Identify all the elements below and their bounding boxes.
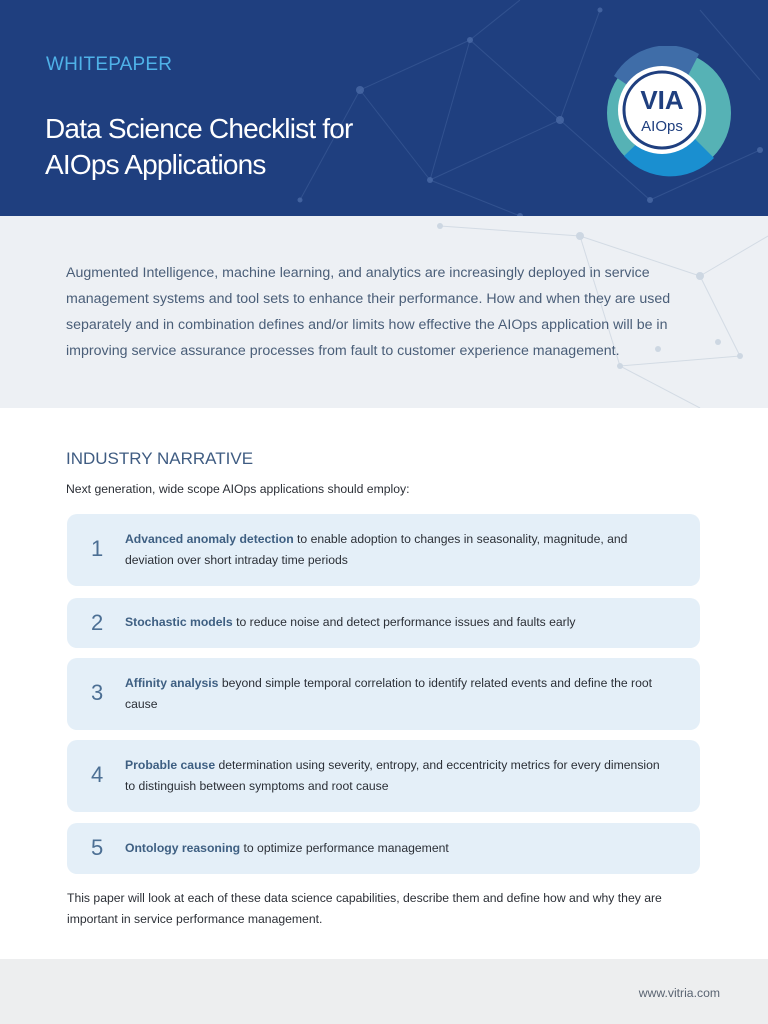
- page-title-line-2: AIOps Applications: [45, 149, 266, 180]
- checklist-item-description: to reduce noise and detect performance issues and faults early: [232, 615, 576, 629]
- footer-website-link[interactable]: www.vitria.com: [638, 986, 720, 1000]
- via-aiops-logo: [604, 46, 734, 180]
- checklist-item-number: 3: [91, 680, 104, 705]
- checklist-item-number: 4: [91, 762, 104, 787]
- checklist-item-text: [125, 529, 665, 571]
- checklist-item-description: to enable adoption to changes in seasonality, magnitude, and deviation over short intraday time periods: [125, 532, 628, 567]
- document-type-label: WHITEPAPER: [46, 54, 173, 75]
- logo-subtext: AIOps: [641, 118, 683, 135]
- checklist-item: [67, 823, 700, 874]
- header-banner: [0, 0, 768, 216]
- checklist-item-text: [125, 838, 665, 859]
- intro-paragraph: Augmented Intelligence, machine learning, and analytics are increasingly deployed in service management systems and tool sets to enhance their performance. How and when they are used separately and in combination defines and/or limits how effective the AIOps application will be in improving service assurance processes from fault to customer experience management.: [66, 265, 671, 359]
- logo-wordmark: VIA: [640, 85, 684, 115]
- intro-panel: [0, 216, 768, 408]
- checklist-item: [67, 740, 700, 812]
- checklist-item: [67, 514, 700, 586]
- checklist-item-number: 2: [91, 610, 104, 635]
- checklist-item-description: to optimize performance management: [240, 841, 449, 855]
- checklist-item-keyword: Probable cause: [125, 758, 216, 772]
- checklist-item-text: [125, 673, 665, 715]
- section-heading: INDUSTRY NARRATIVE: [66, 449, 254, 468]
- page-title: [45, 111, 445, 183]
- checklist-item: [67, 658, 700, 730]
- checklist-item-description: beyond simple temporal correlation to identify related events and define the root cause: [125, 676, 653, 711]
- checklist-item-keyword: Ontology reasoning: [125, 841, 241, 855]
- checklist-item: [67, 598, 700, 648]
- closing-paragraph: This paper will look at each of these data science capabilities, describe them and define how and why they are important in service performance management.: [67, 891, 662, 926]
- checklist-item-number: 1: [91, 536, 104, 561]
- checklist-item-description: determination using severity, entropy, and eccentricity metrics for every dimension to distinguish between symptoms and root cause: [125, 758, 660, 793]
- checklist-item-keyword: Advanced anomaly detection: [125, 532, 294, 546]
- checklist-item-text: [125, 755, 665, 797]
- page-footer: [0, 959, 768, 1024]
- checklist-item-keyword: Affinity analysis: [125, 676, 219, 690]
- checklist-item-text: [125, 612, 665, 633]
- checklist-item-number: 5: [91, 835, 104, 860]
- page-title-line-1: Data Science Checklist for: [45, 113, 353, 144]
- section-lead-text: Next generation, wide scope AIOps applications should employ:: [66, 482, 410, 496]
- checklist-item-keyword: Stochastic models: [125, 615, 233, 629]
